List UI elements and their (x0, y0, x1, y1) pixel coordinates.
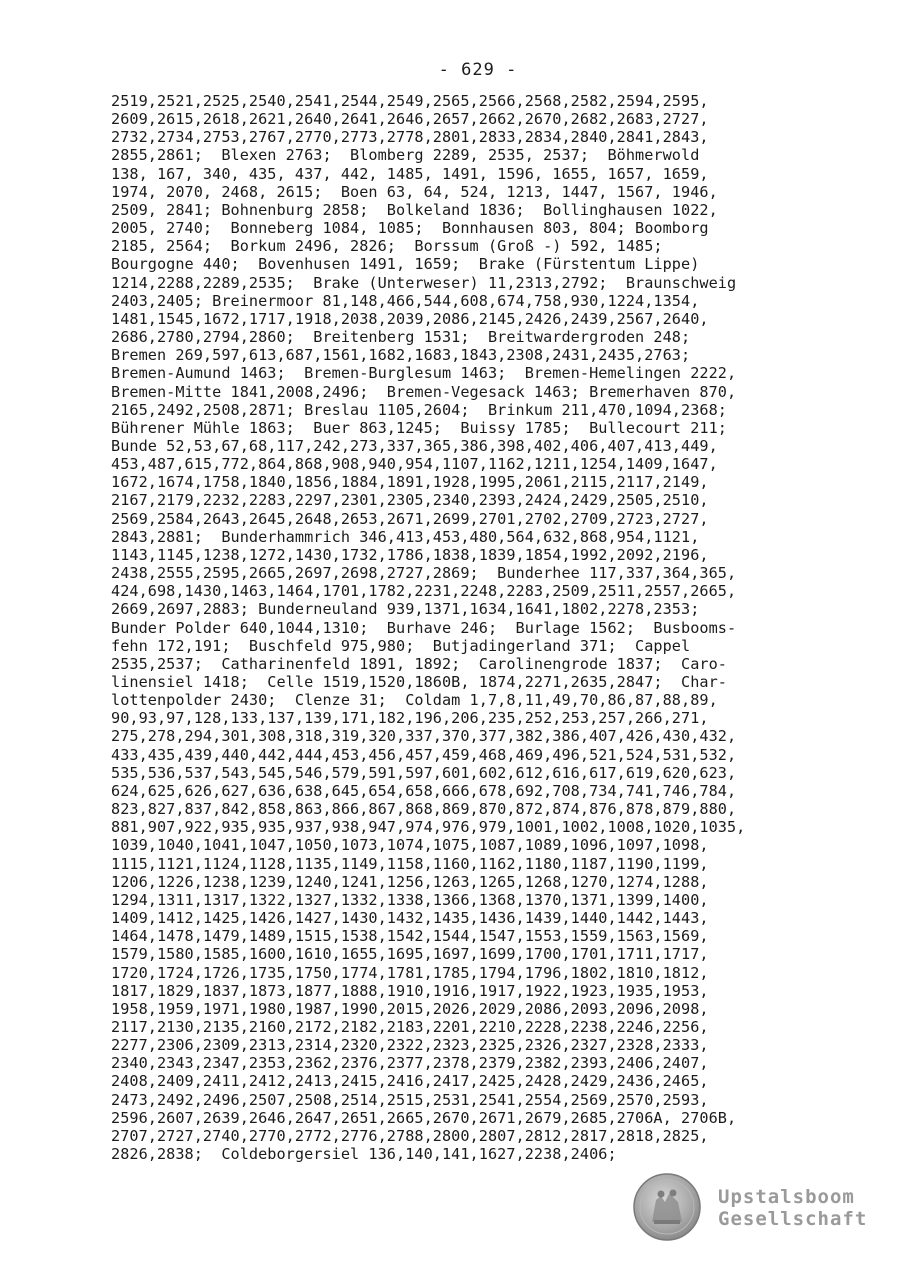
index-line: 2826,2838; Coldeborgersiel 136,140,141,1627,2238,2406; (111, 1145, 617, 1164)
index-line: 1206,1226,1238,1239,1240,1241,1256,1263,1265,1268,1270,1274,1288, (111, 872, 709, 891)
index-line: 2340,2343,2347,2353,2362,2376,2377,2378,2379,2382,2393,2406,2407, (111, 1054, 709, 1073)
index-line: 1720,1724,1726,1735,1750,1774,1781,1785,1794,1796,1802,1810,1812, (111, 963, 709, 982)
seal-icon (632, 1172, 702, 1242)
index-line: 138, 167, 340, 435, 437, 442, 1485, 1491, 1596, 1655, 1657, 1659, (111, 164, 709, 183)
index-line: 1214,2288,2289,2535; Brake (Unterweser) 11,2313,2792; Braunschweig (111, 273, 737, 292)
index-line: 1294,1311,1317,1322,1327,1332,1338,1366,1368,1370,1371,1399,1400, (111, 890, 709, 909)
index-line: 424,698,1430,1463,1464,1701,1782,2231,2248,2283,2509,2511,2557,2665, (111, 582, 737, 601)
watermark-line-2: Gesellschaft (718, 1208, 868, 1230)
index-line: 275,278,294,301,308,318,319,320,337,370,377,382,386,407,426,430,432, (111, 727, 737, 746)
index-line: 2535,2537; Catharinenfeld 1891, 1892; Carolinengrode 1837; Caro- (111, 654, 727, 673)
index-line: 2732,2734,2753,2767,2770,2773,2778,2801,2833,2834,2840,2841,2843, (111, 128, 709, 147)
index-line: 2185, 2564; Borkum 2496, 2826; Borssum (Groß -) 592, 1485; (111, 237, 663, 256)
index-line: 2843,2881; Bunderhammrich 346,413,453,480,564,632,868,954,1121, (111, 527, 700, 546)
index-line: 2569,2584,2643,2645,2648,2653,2671,2699,2701,2702,2709,2723,2727, (111, 509, 709, 528)
index-line: Bremen-Mitte 1841,2008,2496; Bremen-Vegesack 1463; Bremerhaven 870, (111, 382, 737, 401)
index-line: 2669,2697,2883; Bunderneuland 939,1371,1634,1641,1802,2278,2353; (111, 600, 700, 619)
index-line: 1817,1829,1837,1873,1877,1888,1910,1916,1917,1922,1923,1935,1953, (111, 981, 709, 1000)
index-line: 2165,2492,2508,2871; Breslau 1105,2604; Brinkum 211,470,1094,2368; (111, 400, 727, 419)
index-line: 2707,2727,2740,2770,2772,2776,2788,2800,2807,2812,2817,2818,2825, (111, 1126, 709, 1145)
index-line: Bunde 52,53,67,68,117,242,273,337,365,386,398,402,406,407,413,449, (111, 436, 718, 455)
index-line: 90,93,97,128,133,137,139,171,182,196,206,235,252,253,257,266,271, (111, 709, 709, 728)
index-line: 823,827,837,842,858,863,866,867,868,869,870,872,874,876,878,879,880, (111, 800, 737, 819)
index-line: 2277,2306,2309,2313,2314,2320,2322,2323,2325,2326,2327,2328,2333, (111, 1036, 709, 1055)
index-line: 1464,1478,1479,1489,1515,1538,1542,1544,1547,1553,1559,1563,1569, (111, 927, 709, 946)
index-line: fehn 172,191; Buschfeld 975,980; Butjadingerland 371; Cappel (111, 636, 691, 655)
index-line: 624,625,626,627,636,638,645,654,658,666,678,692,708,734,741,746,784, (111, 781, 737, 800)
index-line: linensiel 1418; Celle 1519,1520,1860B, 1874,2271,2635,2847; Char- (111, 673, 727, 691)
index-line: 535,536,537,543,545,546,579,591,597,601,602,612,616,617,619,620,623, (111, 763, 737, 782)
watermark (628, 1166, 878, 1246)
index-line: 2403,2405; Breinermoor 81,148,466,544,608,674,758,930,1224,1354, (111, 291, 700, 310)
index-line: 1039,1040,1041,1047,1050,1073,1074,1075,1087,1089,1096,1097,1098, (111, 836, 709, 855)
index-line: 881,907,922,935,935,937,938,947,974,976,979,1001,1002,1008,1020,1035, (111, 818, 746, 837)
index-line: 2609,2615,2618,2621,2640,2641,2646,2657,2662,2670,2682,2683,2727, (111, 110, 709, 129)
index-text (111, 92, 871, 1163)
index-line: 1409,1412,1425,1426,1427,1430,1432,1435,1436,1439,1440,1442,1443, (111, 909, 709, 928)
index-line: 2167,2179,2232,2283,2297,2301,2305,2340,2393,2424,2429,2505,2510, (111, 491, 709, 510)
index-line: 1143,1145,1238,1272,1430,1732,1786,1838,1839,1854,1992,2092,2196, (111, 545, 709, 564)
index-line: Bourgogne 440; Bovenhusen 1491, 1659; Brake (Fürstentum Lippe) (111, 255, 700, 274)
index-line: lottenpolder 2430; Clenze 31; Coldam 1,7,8,11,49,70,86,87,88,89, (111, 691, 718, 710)
index-line: 2855,2861; Blexen 2763; Blomberg 2289, 2535, 2537; Böhmerwold (111, 146, 700, 165)
index-line: 2596,2607,2639,2646,2647,2651,2665,2670,2671,2679,2685,2706A, 2706B, (111, 1108, 737, 1127)
index-line: Bührener Mühle 1863; Buer 863,1245; Buissy 1785; Bullecourt 211; (111, 418, 727, 437)
index-line: 2005, 2740; Bonneberg 1084, 1085; Bonnhausen 803, 804; Boomborg (111, 219, 709, 238)
index-line: Bremen-Aumund 1463; Bremen-Burglesum 1463; Bremen-Hemelingen 2222, (111, 364, 737, 383)
index-line: Bunder Polder 640,1044,1310; Burhave 246; Burlage 1562; Busbooms- (111, 618, 737, 637)
index-line: 2408,2409,2411,2412,2413,2415,2416,2417,2425,2428,2429,2436,2465, (111, 1072, 709, 1091)
index-line: 433,435,439,440,442,444,453,456,457,459,468,469,496,521,524,531,532, (111, 745, 737, 764)
index-line: 1115,1121,1124,1128,1135,1149,1158,1160,1162,1180,1187,1190,1199, (111, 854, 709, 873)
index-line: 2519,2521,2525,2540,2541,2544,2549,2565,2566,2568,2582,2594,2595, (111, 92, 709, 110)
index-line: 1481,1545,1672,1717,1918,2038,2039,2086,2145,2426,2439,2567,2640, (111, 309, 709, 328)
index-line: 2473,2492,2496,2507,2508,2514,2515,2531,2541,2554,2569,2570,2593, (111, 1090, 709, 1109)
index-line: 2438,2555,2595,2665,2697,2698,2727,2869; Bunderhee 117,337,364,365, (111, 564, 737, 583)
index-line: 2509, 2841; Bohnenburg 2858; Bolkeland 1836; Bollinghausen 1022, (111, 200, 718, 219)
index-line: 453,487,615,772,864,868,908,940,954,1107,1162,1211,1254,1409,1647, (111, 455, 718, 474)
index-line: 1672,1674,1758,1840,1856,1884,1891,1928,1995,2061,2115,2117,2149, (111, 473, 709, 492)
index-line: 1974, 2070, 2468, 2615; Boen 63, 64, 524, 1213, 1447, 1567, 1946, (111, 182, 718, 201)
index-line: Bremen 269,597,613,687,1561,1682,1683,1843,2308,2431,2435,2763; (111, 346, 691, 365)
index-line: 2686,2780,2794,2860; Breitenberg 1531; Breitwardergroden 248; (111, 328, 691, 347)
index-line: 1958,1959,1971,1980,1987,1990,2015,2026,2029,2086,2093,2096,2098, (111, 999, 709, 1018)
index-line: 1579,1580,1585,1600,1610,1655,1695,1697,1699,1700,1701,1711,1717, (111, 945, 709, 964)
page-number: - 629 - (438, 60, 518, 80)
index-line: 2117,2130,2135,2160,2172,2182,2183,2201,2210,2228,2238,2246,2256, (111, 1017, 709, 1036)
watermark-line-1: Upstalsboom (718, 1186, 855, 1208)
